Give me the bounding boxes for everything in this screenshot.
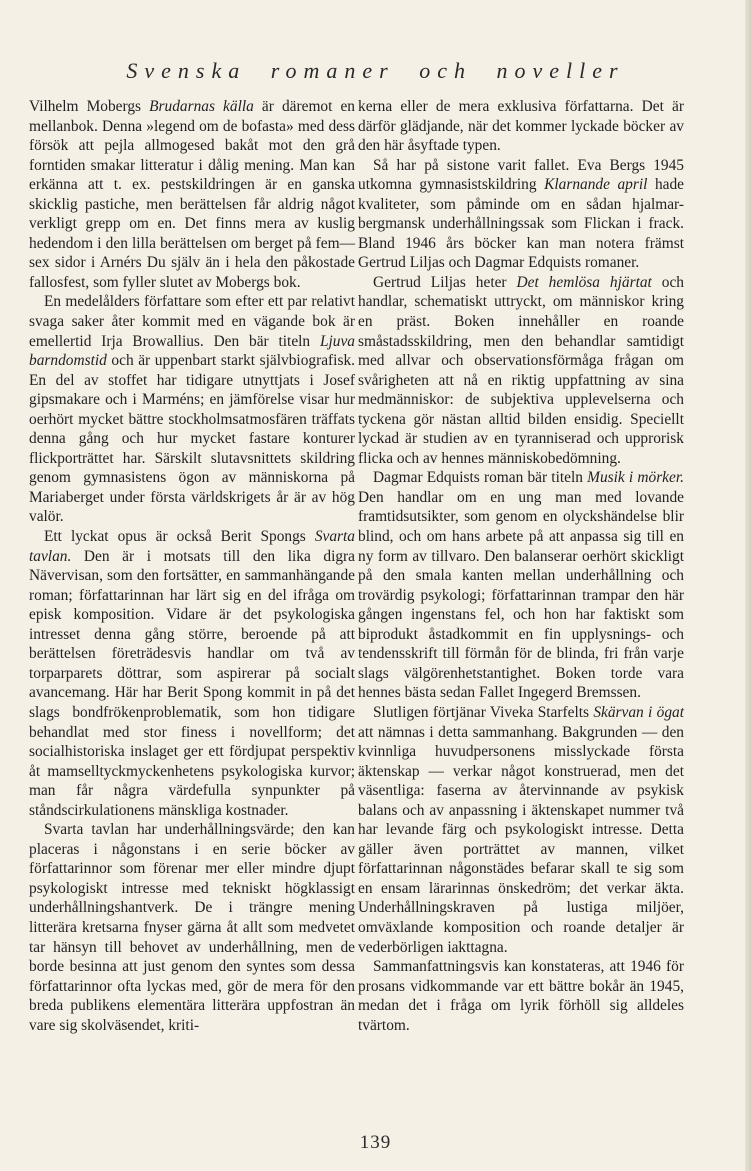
text-run: Ett lyckat opus är också Berit Spongs <box>44 528 315 546</box>
paragraph <box>358 156 684 273</box>
book-title: Ljuva barndomstid <box>29 332 355 370</box>
book-title: Klarnande april <box>544 176 648 194</box>
text-run: hade kvaliteter, som påminde om en sådan hjalmar-bergmansk underhållningssak som Flickan i frack. Bland 1946 års böcker kan man notera främst Gertrud Liljas och Dagmar Edquists romaner. <box>358 176 684 272</box>
page-number: 139 <box>359 1132 392 1153</box>
text-run: Vilhelm Mobergs <box>29 98 150 115</box>
text-run: Sammanfattningsvis kan konstateras, att 1946 för prosans vidkommande var ett bättre bokår än 1945, medan det i fråga om lyrik förhöll sig alldeles tvärtom. <box>358 958 684 1034</box>
paragraph <box>29 527 355 820</box>
text-run: Så har på sistone varit fallet. Eva Bergs 1945 utkomna gymnasistskildring <box>358 156 684 194</box>
text-run: Den är i motsats till den lika digra Nävervisan, som den fortsätter, en sammanhängande roman; författarinnan har lärt sig en del ifråga om episk komposition. Vidare är det psykologiska intresset denna gång större, beroende på att berättelsen företrädesvis handlar om två av torparparets döttrar, som aspirerar på socialt avancemang. Här har Berit Spong kommit in på det slags bondfrökenproblematik, som hon tidigare behandlat med stor finess i novellform; det socialhistoriska inslaget ger ett fördjupat perspektiv åt mamselltyckmyckenhetens psykologiska kurvor; man får några värdefulla synpunkter på ståndscirkulationens mänskliga kostnader. <box>29 547 355 819</box>
text-run: Dagmar Edquists roman bär titeln <box>373 469 588 487</box>
text-run: Slutligen förtjänar Viveka Starfelts <box>373 703 594 721</box>
page-edge <box>745 0 751 1171</box>
book-title: Musik i mörker. <box>587 469 684 487</box>
right-column <box>358 97 684 1035</box>
text-run: att nämnas i detta sammanhang. Bakgrunden — den kvinnliga huvudpersonens misslyckade första äktenskap — verkar något konstruerad, men det väsentliga: faserna av återvinnande av psykisk balans och av anpassning i äktenskapet nummer två har levande färg och psykologiskt intresse. Detta gäller även porträttet av mannen, vilket författarinnan någonstädes befarar skall te sig som en ensam lärarinnas önskedröm; det verkar äkta. Underhållningskraven på lustiga miljöer, omväxlande komposition och roande detaljer är vederbörligen iakttagna. <box>358 723 684 956</box>
book-title: Skärvan i ögat <box>593 703 684 721</box>
paragraph <box>29 820 355 1035</box>
paragraph <box>358 97 684 156</box>
paragraph <box>358 468 684 703</box>
text-run: och är uppenbart starkt självbiografisk. En del av stoffet har tidigare utnyttjats i Josef gipsmakare och i Marméns; en jämförelse visar hur oerhört mycket bättre stockholmsatmosfären träffats denna gång och hur mycket fastare konturer flickporträttet har. Särskilt slutavsnittets skildring genom gymnasistens ögon av människorna på Mariaberget under första världskrigets år är av hög valör. <box>29 352 355 526</box>
text-run: Gertrud Liljas heter <box>373 273 517 291</box>
text-run: är däremot en mellanbok. Denna »legend om de bofasta» med dess försök att pejla allmogesed bakåt mot den grå forntiden smakar litteratur i dålig mening. Man kan erkänna att t. ex. pestskildringen är en ganska skicklig pastiche, men berättelsen får aldrig något verkligt grepp om en. Det finns mera av kuslig hedendom i den lilla berättelsen om berget på fem—sex sidor i Arnérs Du själv än i hela den påkostade fallosfest, som fyller slutet av Mobergs bok. <box>29 98 356 291</box>
text-run: En medelålders författare som efter ett par relativt svaga saker åter kommit med en vägande bok är emellertid Irja Browallius. Den bär titeln <box>29 293 355 350</box>
book-title: Svarta tavlan. <box>29 528 355 565</box>
text-run: kerna eller de mera exklusiva författarna. Det är därför glädjande, när det kommer lyckade böcker av den här åsyftade typen. <box>358 98 684 155</box>
running-title: Svenska romaner och noveller <box>126 58 625 83</box>
book-title: Det hemlösa hjärtat <box>516 273 652 291</box>
text-run: Svarta tavlan har underhållningsvärde; den kan placeras i någonstans i en serie böcker av författarinnor som förenar mer eller mindre djupt psykologiskt intresse med tekniskt högklassigt underhållningshantverk. De i trängre mening litterära kretsarna fnyser gärna åt allt som medvetet tar hänsyn till behovet av underhållning, men de borde besinna att just genom den syntes som dessa författarinnor ofta lyckas med, gör de mera för den breda publikens elementära litterära uppfostran än vare sig skolväsendet, kriti- <box>29 821 355 1034</box>
book-title: Brudarnas källa <box>149 98 254 115</box>
text-run: och handlar, schematiskt uttryckt, om människor kring en präst. Boken innehåller en roande småstadsskildring, men den behandlar samtidigt med allvar och observationsförmåga frågan om svårigheten att nå en riktig uppfattning av sina medmänniskor: de subjektiva upplevelserna och tyckena gör nästan alltid bilden ensidig. Speciellt lyckad är studien av en tyranniserad och upprorisk flicka och av hennes människobedömning. <box>358 273 684 467</box>
paragraph <box>358 273 684 468</box>
paragraph <box>358 957 684 1035</box>
paragraph <box>29 292 355 527</box>
text-run: Den handlar om en ung man med lovande framtidsutsikter, som genom en olyckshändelse blir blind, och om hans arbete på att anpassa sig till en ny form av tillvaro. Den balanserar oerhört skickligt på den smala kanten mellan underhållning och trovärdig psykologi; författarinnan trampar den här gången ingenstans fel, och hon har faktiskt som biprodukt åstadkommit en fin upplysnings- och tendensskrift till förmån för de blinda, fri från varje slags välgörenhetstantighet. Boken torde vara hennes bästa sedan Fallet Ingegerd Bremssen. <box>358 488 684 702</box>
paragraph <box>358 703 684 957</box>
paragraph <box>29 97 355 292</box>
left-column <box>29 97 355 1035</box>
